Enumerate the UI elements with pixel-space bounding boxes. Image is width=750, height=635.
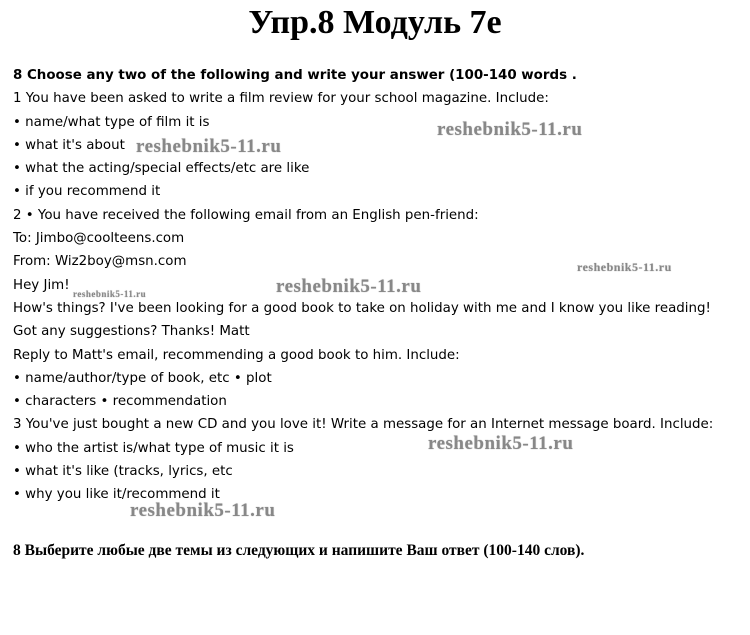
task-1-bullet: • what the acting/special effects/etc are like [13,161,310,177]
task-2-bullet: • characters • recommendation [13,394,227,410]
task-1-bullet: • if you recommend it [13,184,161,200]
task-1-bullet: • name/what type of film it is [13,114,210,130]
watermark: reshebnik5-11.ru [130,500,276,521]
email-body: How's things? I've been looking for a good book to take on holiday with me and I know you like reading! [13,300,711,316]
task-heading: 8 Choose any two of the following and write your answer (100-140 words . [13,68,577,83]
task-2-instruction: Reply to Matt's email, recommending a good book to him. Include: [13,347,460,363]
email-to: To: Jimbo@coolteens.com [13,231,185,247]
watermark: reshebnik5-11.ru [73,289,147,299]
watermark: reshebnik5-11.ru [577,260,672,274]
task-3-prompt: 3 You've just bought a new CD and you love it! Write a message for an Internet message board. Include: [13,417,714,433]
email-greeting: Hey Jim! [13,277,70,293]
russian-task-text: 8 Выберите любые две темы из следующих и напишите Ваш ответ (100-140 слов). [13,542,585,559]
watermark: reshebnik5-11.ru [276,276,422,297]
task-3-bullet: • why you like it/recommend it [13,487,220,503]
watermark: reshebnik5-11.ru [136,136,282,157]
task-2-prompt: 2 • You have received the following email from an English pen-friend: [13,207,479,223]
watermark: reshebnik5-11.ru [437,119,583,140]
email-from: From: Wiz2boy@msn.com [13,254,187,270]
page-title: Упр.8 Модуль 7е [248,4,502,41]
task-1-bullet: • what it's about [13,137,125,153]
task-3-bullet: • what it's like (tracks, lyrics, etc [13,464,233,480]
task-2-bullet: • name/author/type of book, etc • plot [13,370,272,386]
task-3-bullet: • who the artist is/what type of music it is [13,440,294,456]
watermark: reshebnik5-11.ru [428,433,574,454]
task-1-prompt: 1 You have been asked to write a film review for your school magazine. Include: [13,91,549,107]
email-body: Got any suggestions? Thanks! Matt [13,324,250,340]
